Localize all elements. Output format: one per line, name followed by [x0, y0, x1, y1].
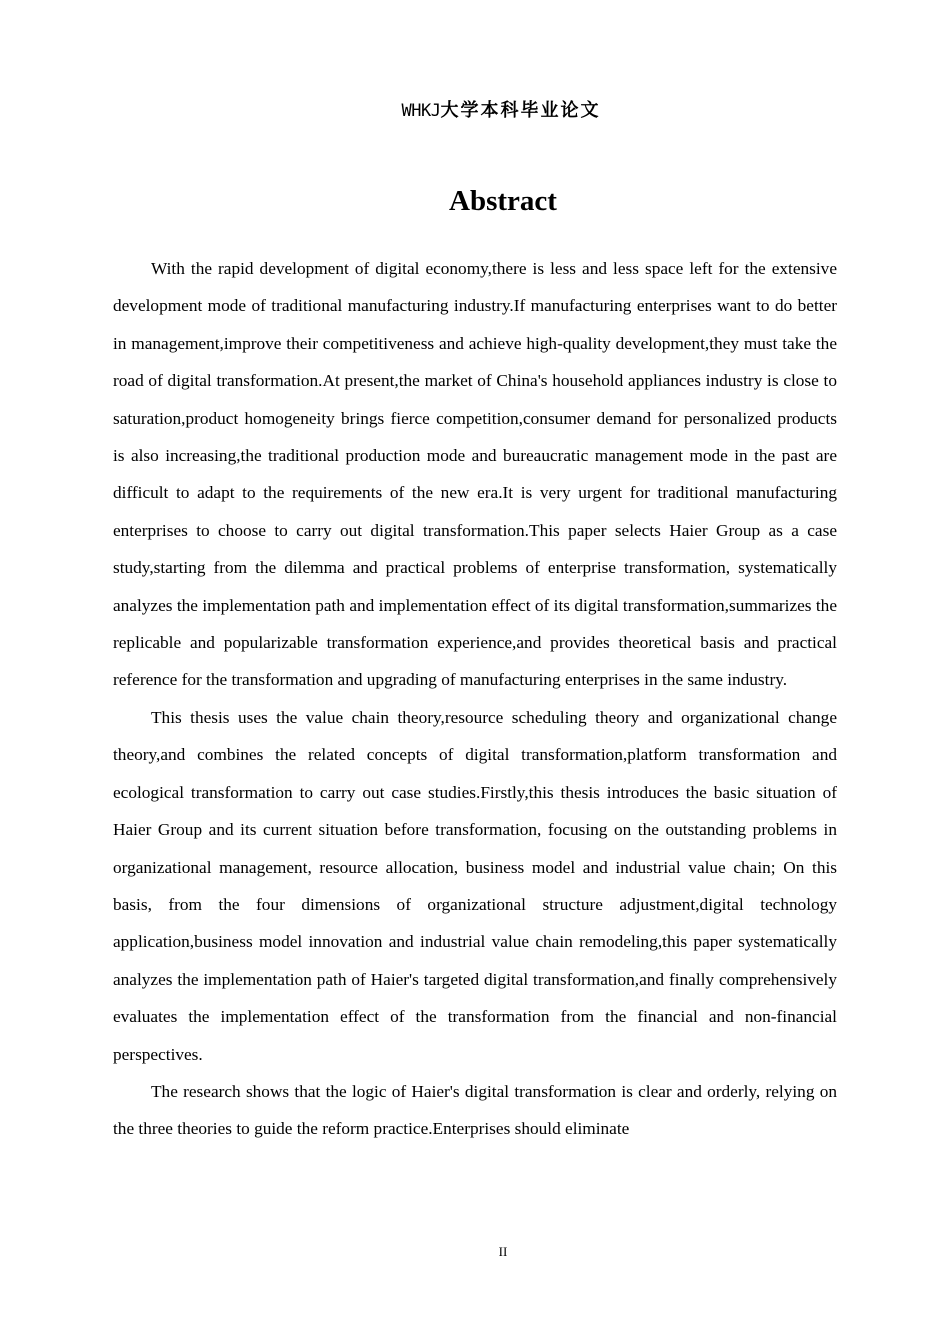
header-school-text: 大学本科毕业论文	[440, 100, 601, 121]
abstract-paragraph-3: The research shows that the logic of Haier's digital transformation is clear and orderly, relying on the three theories to guide the reform practice.Enterprises should eliminate	[113, 1081, 837, 1139]
running-header	[26, 97, 950, 124]
abstract-paragraph-2: This thesis uses the value chain theory,resource scheduling theory and organizational change theory,and combines the related concepts of digital transformation,platform transformation and ecological transformation to carry out case studies.Firstly,this thesis introduces the basic situation of Haier Group and its current situation before transformation, focusing on the outstanding problems in organizational management, resource allocation, business model and industrial value chain; On this basis, from the four dimensions of organizational structure adjustment,digital technology application,business model innovation and industrial value chain remodeling,this paper systematically analyzes the implementation path of Haier's targeted digital transformation,and finally comprehensively evaluates the implementation effect of the transformation from the financial and non-financial perspectives.	[113, 707, 837, 1064]
page-title: Abstract	[449, 185, 557, 217]
page-number: II	[498, 1244, 508, 1259]
header-school-code: WHKJ	[401, 101, 441, 121]
abstract-paragraph-1: With the rapid development of digital economy,there is less and less space left for the extensive development mode of traditional manufacturing industry.If manufacturing enterprises want to do better in management,improve their competitiveness and achieve high-quality development,they must take the road of digital transformation.At present,the market of China's household appliances industry is close to saturation,product homogeneity brings fierce competition,consumer demand for personalized products is also increasing,the traditional production mode and bureaucratic management mode in the past are difficult to adapt to the requirements of the new era.It is very urgent for traditional manufacturing enterprises to choose to carry out digital transformation.This paper selects Haier Group as a case study,starting from the dilemma and practical problems of enterprise transformation, systematically analyzes the implementation path and implementation effect of its digital transformation,summarizes the replicable and popularizable transformation experience,and provides theoretical basis and practical reference for the transformation and upgrading of manufacturing enterprises in the same industry.	[113, 259, 837, 690]
abstract-body	[113, 250, 837, 1148]
